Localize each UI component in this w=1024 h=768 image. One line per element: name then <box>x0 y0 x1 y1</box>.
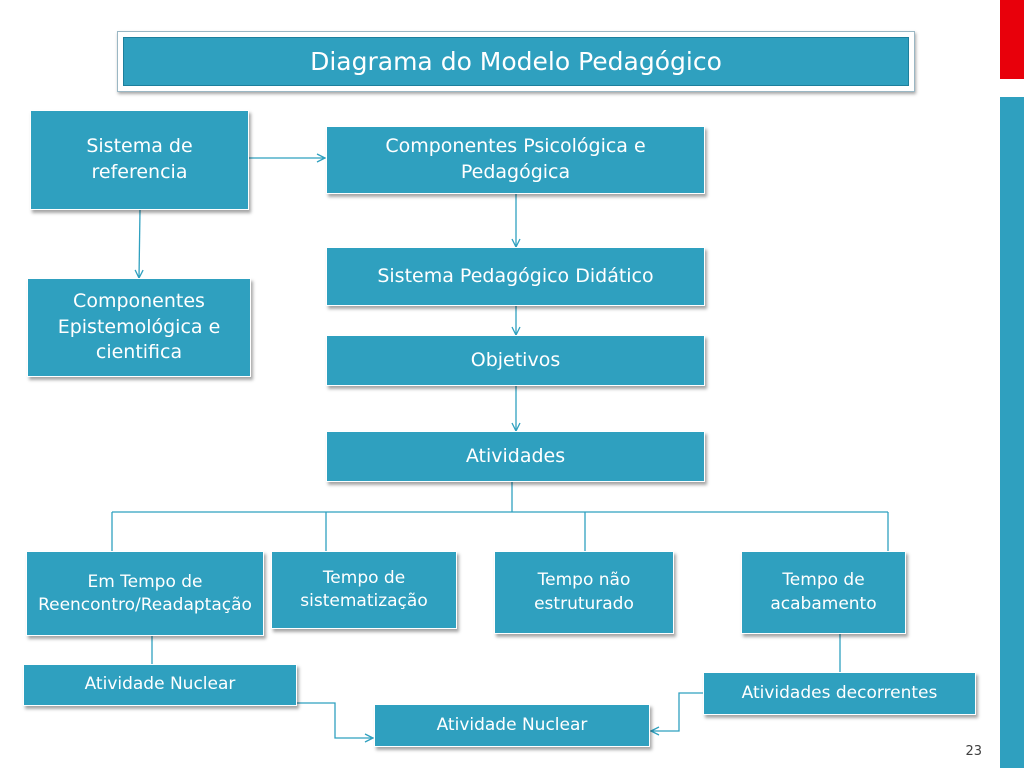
box-atividade-nuclear-2: Atividade Nuclear <box>374 704 650 747</box>
connector-nuclear-to-nuclear2 <box>297 703 373 738</box>
box-atividades: Atividades <box>326 431 705 482</box>
box-componentes-psicologica: Componentes Psicológica e Pedagógica <box>326 126 705 194</box>
box-tempo-nao-estruturado: Tempo não estruturado <box>494 551 674 634</box>
box-componentes-epistemologica: Componentes Epistemológica e cientifica <box>27 278 251 377</box>
box-tempo-acabamento: Tempo de acabamento <box>741 551 906 634</box>
connector-ref-to-epist <box>139 210 140 278</box>
page-title: Diagrama do Modelo Pedagógico <box>123 37 909 86</box>
box-sistema-pedagogico: Sistema Pedagógico Didático <box>326 247 705 306</box>
box-atividade-nuclear-1: Atividade Nuclear <box>23 664 297 706</box>
box-tempo-sistematizacao: Tempo de sistematização <box>271 551 457 629</box>
page-number: 23 <box>965 744 982 759</box>
box-objetivos: Objetivos <box>326 335 705 386</box>
connector-decorrentes-to-nuclear2 <box>651 693 703 731</box>
box-tempo-reencontro: Em Tempo de Reencontro/Readaptação <box>26 551 264 636</box>
box-atividades-decorrentes: Atividades decorrentes <box>703 672 976 715</box>
box-sistema-referencia: Sistema de referencia <box>30 110 249 210</box>
